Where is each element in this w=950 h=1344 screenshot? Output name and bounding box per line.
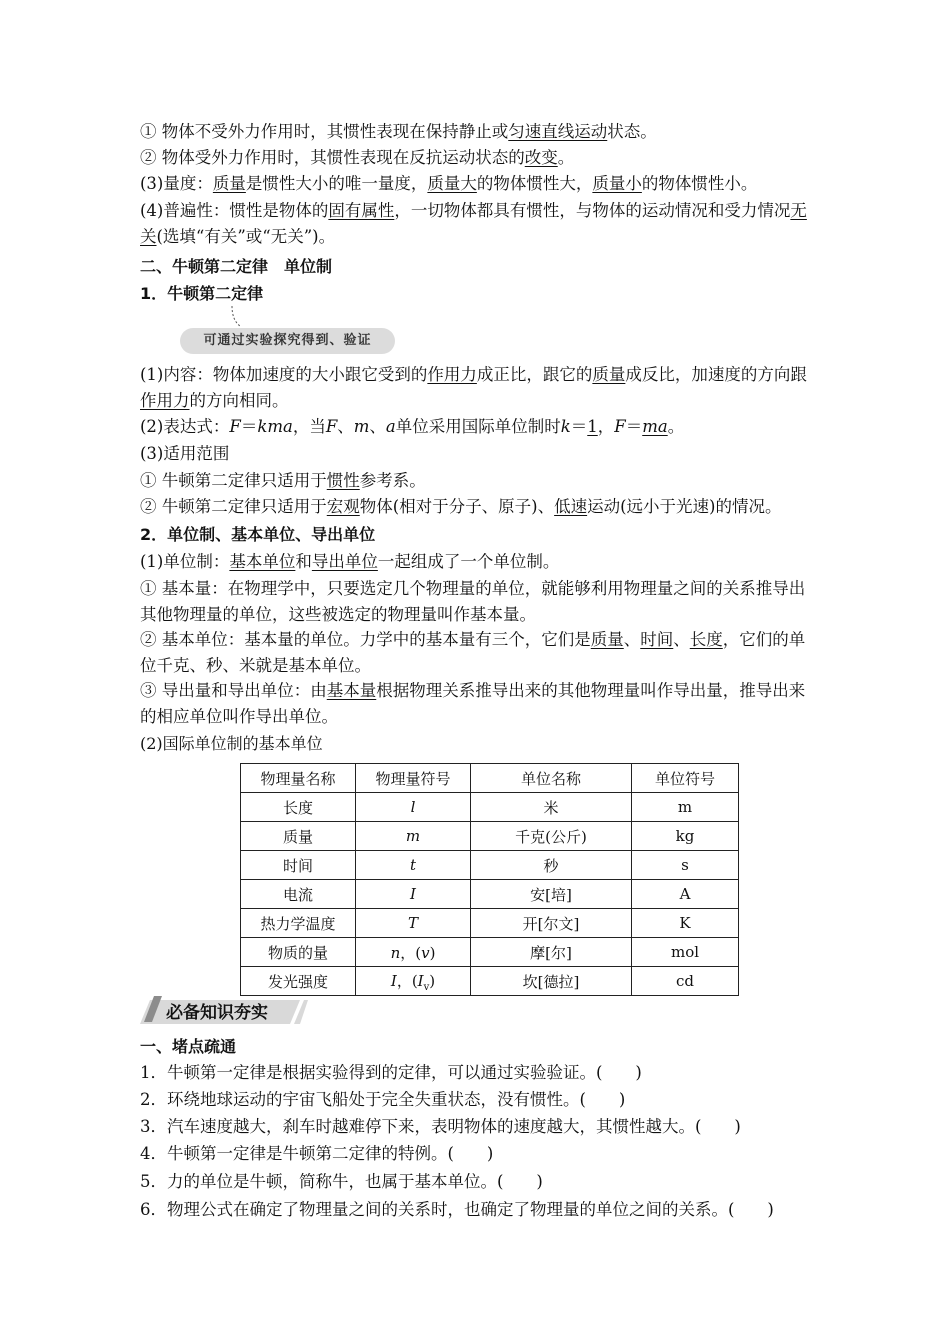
cell-symbol: m (356, 822, 471, 851)
cell-name: 质量 (241, 822, 356, 851)
cell-name: 长度 (241, 793, 356, 822)
col-header-symbol: 物理量符号 (356, 764, 471, 793)
inertia-universality: (4)普遍性：惯性是物体的固有属性，一切物体都具有惯性，与物体的运动情况和受力情况无关(选填“有关”或“无关”)。 (140, 201, 807, 246)
cell-unit-symbol: s (632, 851, 739, 880)
subheading-newton-second-law: 1．牛顿第二定律 (140, 284, 264, 303)
cell-name: 电流 (241, 880, 356, 909)
table-row (241, 967, 739, 996)
cell-symbol: T (356, 909, 471, 938)
scope-inertial-frame: ① 牛顿第二定律只适用于惯性参考系。 (140, 471, 426, 490)
inertia-line-2: ② 物体受外力作用时，其惯性表现在反抗运动状态的改变。 (140, 148, 575, 167)
base-unit: ② 基本单位：基本量的单位。力学中的基本量有三个，它们是质量、时间、长度，它们的单位千克、秒、米就是基本单位。 (140, 630, 806, 675)
section-heading-newton-second: 二、牛顿第二定律 单位制 (140, 257, 333, 276)
col-header-name: 物理量名称 (241, 764, 356, 793)
callout-pointer (230, 306, 242, 328)
si-base-units-table (240, 763, 739, 996)
question-item: 1．牛顿第一定律是根据实验得到的定律，可以通过实验验证。( ) (140, 1063, 642, 1082)
section-banner (140, 996, 308, 1026)
cell-unit-symbol: cd (632, 967, 739, 996)
law-expression: (2)表达式：F＝kma，当F、m、a单位采用国际单位制时k＝1，F＝ma。 (140, 417, 685, 436)
table-row (241, 938, 739, 967)
table-row (241, 880, 739, 909)
scope-macro-lowspeed: ② 牛顿第二定律只适用于宏观物体(相对于分子、原子)、低速运动(远小于光速)的情况。 (140, 497, 782, 516)
question-item: 3．汽车速度越大，刹车时越难停下来，表明物体的速度越大，其惯性越大。( ) (140, 1117, 741, 1136)
scope-heading: (3)适用范围 (140, 444, 230, 463)
cell-unit-symbol: A (632, 880, 739, 909)
question-item: 6．物理公式在确定了物理量之间的关系时，也确定了物理量的单位之间的关系。( ) (140, 1200, 774, 1219)
cell-unit: 安[培] (471, 880, 632, 909)
cell-unit-symbol: kg (632, 822, 739, 851)
cell-unit: 开[尔文] (471, 909, 632, 938)
cell-name: 发光强度 (241, 967, 356, 996)
table-row (241, 793, 739, 822)
banner-title: 必备知识夯实 (166, 1003, 268, 1023)
cell-unit: 秒 (471, 851, 632, 880)
cell-symbol: I (356, 880, 471, 909)
subheading-unit-system: 2．单位制、基本单位、导出单位 (140, 525, 376, 544)
cell-symbol: t (356, 851, 471, 880)
derived-unit: ③ 导出量和导出单位：由基本量根据物理关系推导出来的其他物理量叫作导出量，推导出来的相应单位叫作导出单位。 (140, 681, 806, 726)
inertia-line-1: ① 物体不受外力作用时，其惯性表现在保持静止或匀速直线运动状态。 (140, 122, 657, 141)
col-header-unit-symbol: 单位符号 (632, 764, 739, 793)
table-row (241, 909, 739, 938)
cell-unit: 米 (471, 793, 632, 822)
question-item: 4．牛顿第一定律是牛顿第二定律的特例。( ) (140, 1144, 494, 1163)
section-blockers: 一、堵点疏通 (140, 1037, 237, 1056)
table-header-row (241, 764, 739, 793)
base-quantity: ① 基本量：在物理学中，只要选定几个物理量的单位，就能够利用物理量之间的关系推导出其他物理量的单位，这些被选定的物理量叫作基本量。 (140, 579, 806, 624)
cell-symbol: l (356, 793, 471, 822)
cell-name: 热力学温度 (241, 909, 356, 938)
callout-note: 可通过实验探究得到、验证 (180, 328, 395, 354)
cell-unit-symbol: m (632, 793, 739, 822)
table-row (241, 822, 739, 851)
question-item: 2．环绕地球运动的宇宙飞船处于完全失重状态，没有惯性。( ) (140, 1090, 626, 1109)
cell-unit-symbol: mol (632, 938, 739, 967)
cell-symbol: n，(v) (356, 938, 471, 967)
inertia-measure: (3)量度：质量是惯性大小的唯一量度，质量大的物体惯性大，质量小的物体惯性小。 (140, 174, 758, 193)
cell-name: 时间 (241, 851, 356, 880)
cell-unit: 千克(公斤) (471, 822, 632, 851)
unit-system-definition: (1)单位制：基本单位和导出单位一起组成了一个单位制。 (140, 552, 560, 571)
cell-unit: 坎[德拉] (471, 967, 632, 996)
cell-symbol: I，$(I_v)$ (356, 967, 471, 996)
col-header-unit-name: 单位名称 (471, 764, 632, 793)
cell-unit: 摩[尔] (471, 938, 632, 967)
si-table-caption: (2)国际单位制的基本单位 (140, 734, 323, 753)
cell-unit-symbol: K (632, 909, 739, 938)
law-content: (1)内容：物体加速度的大小跟它受到的作用力成正比，跟它的质量成反比，加速度的方向跟作用力的方向相同。 (140, 365, 807, 410)
table-row (241, 851, 739, 880)
question-item: 5．力的单位是牛顿，简称牛，也属于基本单位。( ) (140, 1172, 543, 1191)
cell-name: 物质的量 (241, 938, 356, 967)
